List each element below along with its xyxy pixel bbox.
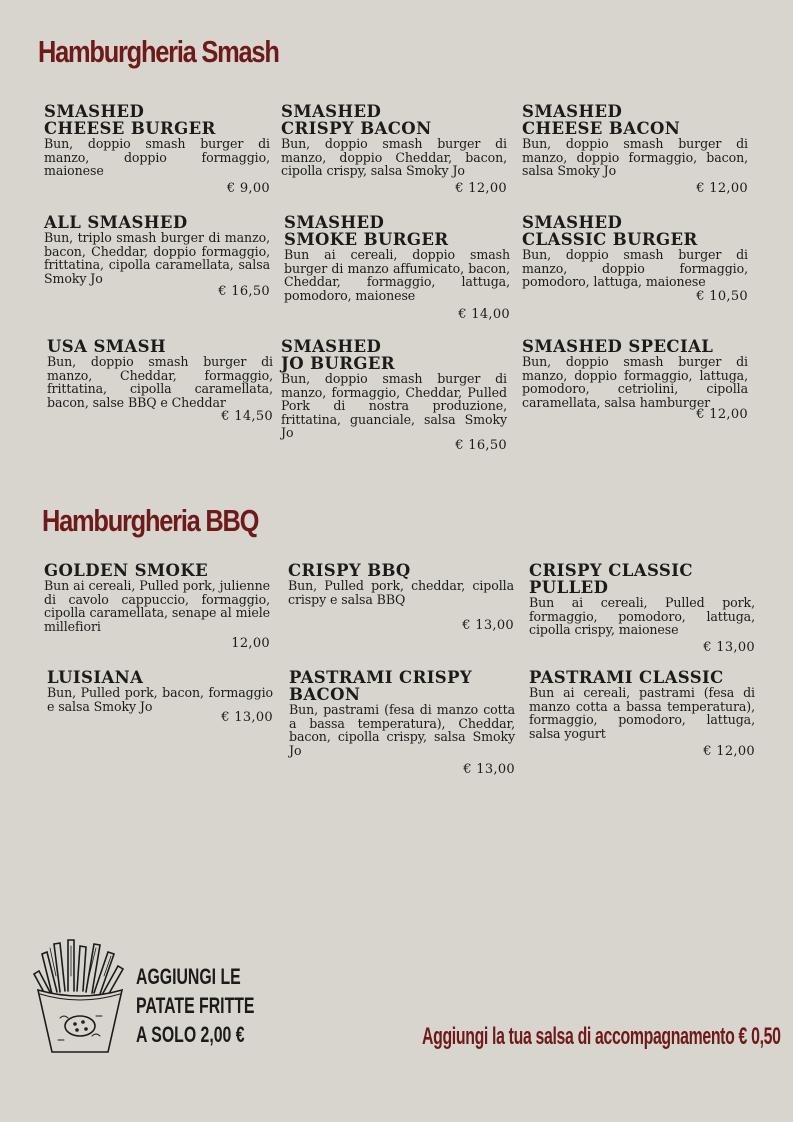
item-name: SMASHED SPECIAL (522, 337, 714, 356)
menu-item (44, 562, 270, 651)
item-name: SMASHED SMOKE BURGER (284, 213, 449, 249)
item-price: € 13,00 (463, 762, 515, 778)
item-description: Bun, triplo smash burger di manzo, bacon, Cheddar, doppio formaggio, frittatina, cipolla caramellata, salsa Smoky Jo (44, 230, 270, 286)
item-description: Bun, doppio smash burger di manzo, doppio Cheddar, bacon, cipolla crispy, salsa Smoky Jo (281, 136, 507, 179)
menu-item (288, 562, 514, 633)
item-name: PASTRAMI CLASSIC (529, 668, 724, 687)
item-price: 12,00 (231, 636, 270, 652)
menu-item (281, 103, 507, 196)
menu-item (47, 338, 273, 424)
menu-item (44, 214, 270, 299)
menu-item (284, 214, 510, 322)
item-name: ALL SMASHED (44, 213, 188, 232)
item-price: € 16,50 (218, 284, 270, 300)
item-name: CRISPY BBQ (288, 561, 411, 580)
item-name: SMASHED CHEESE BACON (522, 102, 681, 138)
menu-item (522, 214, 748, 304)
menu-item (289, 669, 515, 777)
fries-promo (136, 962, 254, 1049)
item-price: € 14,50 (221, 409, 273, 425)
item-description: Bun, doppio smash burger di manzo, doppio formaggio, pomodoro, lattuga, maionese (522, 247, 748, 290)
menu-item (522, 103, 748, 196)
menu-item (47, 669, 273, 725)
item-price: € 13,00 (703, 639, 755, 655)
fries-promo-line: A SOLO 2,00 € (136, 1022, 245, 1047)
item-name: GOLDEN SMOKE (44, 561, 209, 580)
item-description: Bun, Pulled pork, bacon, formaggio e salsa Smoky Jo (47, 685, 273, 714)
fries-icon (30, 936, 130, 1056)
item-description: Bun, pastrami (fesa di manzo cotta a bassa temperatura), Cheddar, bacon, cipolla crispy, salsa Smoky Jo (289, 702, 515, 758)
item-description: Bun, doppio smash burger di manzo, doppio formaggio, maionese (44, 136, 270, 179)
item-price: € 12,00 (696, 407, 748, 423)
item-price: € 10,50 (696, 288, 748, 304)
fries-promo-line: AGGIUNGI LE (136, 964, 241, 989)
item-price: € 13,00 (462, 618, 514, 634)
section-title-smash: Hamburgheria Smash (38, 34, 279, 69)
item-price: € 14,00 (458, 307, 510, 323)
fries-promo-line: PATATE FRITTE (136, 993, 255, 1018)
item-price: € 12,00 (696, 180, 748, 196)
item-price: € 12,00 (455, 180, 507, 196)
sauce-promo: Aggiungi la tua salsa di accompagnamento € 0,50 (422, 1023, 781, 1050)
item-price: € 12,00 (703, 744, 755, 760)
menu-item (281, 338, 507, 453)
item-description: Bun ai cereali, Pulled pork, julienne di cavolo cappuccio, formaggio, cipolla caramellata, senape al miele millefiori (44, 578, 270, 634)
item-description: Bun, doppio smash burger di manzo, Cheddar, formaggio, frittatina, cipolla caramellata, bacon, salse BBQ e Cheddar (47, 354, 273, 410)
item-description: Bun ai cereali, pastrami (fesa di manzo cotta a bassa temperatura), formaggio, pomodoro, lattuga, salsa yogurt (529, 685, 755, 741)
item-description: Bun, doppio smash burger di manzo, doppio formaggio, lattuga, pomodoro, cetriolini, cipolla caramellata, salsa hamburger (522, 354, 748, 410)
item-description: Bun, doppio smash burger di manzo, formaggio, Cheddar, Pulled Pork di nostra produzione, frittatina, guanciale, salsa Smoky Jo (281, 371, 507, 441)
item-name: SMASHED CHEESE BURGER (44, 102, 216, 138)
item-name: LUISIANA (47, 668, 144, 687)
item-name: CRISPY CLASSIC PULLED (529, 561, 693, 597)
item-description: Bun, Pulled pork, cheddar, cipolla crispy e salsa BBQ (288, 578, 514, 607)
item-description: Bun, doppio smash burger di manzo, doppio formaggio, bacon, salsa Smoky Jo (522, 136, 748, 179)
menu-item (529, 562, 755, 655)
item-description: Bun ai cereali, doppio smash burger di manzo affumicato, bacon, Cheddar, formaggio, lattuga, pomodoro, maionese (284, 247, 510, 303)
menu-item (522, 338, 748, 422)
item-price: € 16,50 (455, 437, 507, 453)
item-name: SMASHED JO BURGER (281, 337, 395, 373)
section-title-bbq: Hamburgheria BBQ (42, 503, 259, 538)
item-description: Bun ai cereali, Pulled pork, formaggio, pomodoro, lattuga, cipolla crispy, maionese (529, 595, 755, 638)
menu-item (44, 103, 270, 196)
item-name: USA SMASH (47, 337, 166, 356)
item-name: SMASHED CRISPY BACON (281, 102, 432, 138)
item-name: SMASHED CLASSIC BURGER (522, 213, 698, 249)
item-price: € 13,00 (221, 710, 273, 726)
item-price: € 9,00 (226, 180, 270, 196)
menu-item (529, 669, 755, 759)
item-name: PASTRAMI CRISPY BACON (289, 668, 473, 704)
